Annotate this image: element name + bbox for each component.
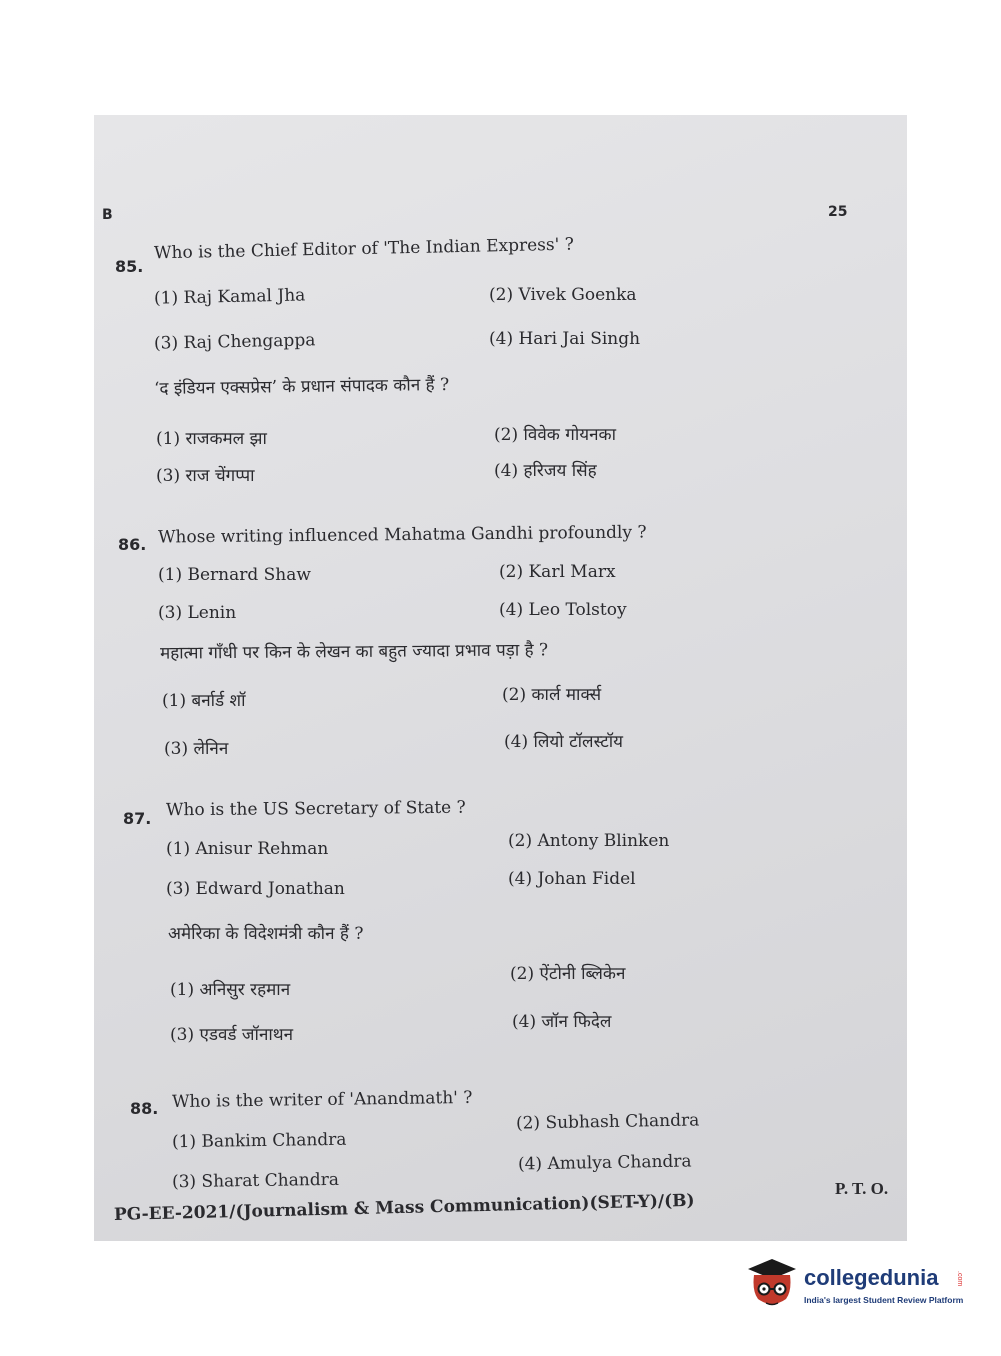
exam-page: [94, 115, 907, 1241]
option-1-hindi: (1) अनिसुर रहमान: [170, 980, 291, 1000]
option-2: (2) Vivek Goenka: [489, 285, 637, 305]
question-text-hindi: अमेरिका के विदेशमंत्री कौन हैं ?: [168, 924, 364, 944]
option-1: (1) Bernard Shaw: [158, 565, 311, 585]
option-2-hindi: (2) विवेक गोयनका: [494, 425, 616, 445]
question-text: Whose writing influenced Mahatma Gandhi profoundly ?: [157, 522, 647, 548]
option-4: (4) Johan Fidel: [508, 869, 636, 889]
option-1-hindi: (1) राजकमल झा: [156, 429, 267, 449]
option-3: (3) Lenin: [158, 603, 237, 623]
option-3: (3) Edward Jonathan: [166, 879, 345, 899]
question-text: Who is the Chief Editor of 'The Indian Express' ?: [153, 234, 575, 264]
question-text: Who is the US Secretary of State ?: [165, 797, 466, 821]
option-1: (1) Raj Kamal Jha: [153, 285, 306, 309]
option-3-hindi: (3) लेनिन: [164, 739, 229, 759]
option-2: (2) Antony Blinken: [508, 831, 670, 851]
option-1-hindi: (1) बर्नार्ड शॉ: [162, 691, 246, 711]
question-number: 87.: [123, 809, 152, 828]
option-1: (1) Anisur Rehman: [166, 839, 329, 859]
option-2: (2) Subhash Chandra: [515, 1110, 700, 1134]
option-4-hindi: (4) जॉन फिदेल: [512, 1012, 612, 1032]
graduate-mascot-icon: [742, 1253, 800, 1313]
question-number: 85.: [115, 257, 144, 276]
option-4: (4) Leo Tolstoy: [499, 600, 627, 620]
option-1: (1) Bankim Chandra: [171, 1129, 347, 1153]
option-3-hindi: (3) राज चेंगप्पा: [156, 466, 255, 486]
question-number: 86.: [118, 535, 147, 554]
option-2-hindi: (2) ऐंटोनी ब्लिकेन: [510, 964, 626, 984]
exam-code-footer: PG-EE-2021/(Journalism & Mass Communication)(SET-Y)/(B): [113, 1190, 695, 1225]
question-text-hindi: महात्मा गाँधी पर किन के लेखन का बहुत ज्यादा प्रभाव पड़ा है ?: [159, 640, 549, 664]
option-2-hindi: (2) कार्ल मार्क्स: [502, 685, 602, 705]
option-4-hindi: (4) लियो टॉलस्टॉय: [504, 732, 624, 752]
brand-com: .com: [956, 1271, 963, 1287]
option-3: (3) Sharat Chandra: [171, 1169, 340, 1193]
question-text: Who is the writer of 'Anandmath' ?: [171, 1087, 473, 1113]
question-number: 88.: [130, 1099, 159, 1118]
option-3: (3) Raj Chengappa: [153, 330, 316, 354]
pto-label: P. T. O.: [835, 1179, 889, 1198]
question-text-hindi: ‘द इंडियन एक्सप्रेस’ के प्रधान संपादक कौन हैं ?: [153, 374, 450, 400]
option-4: (4) Amulya Chandra: [517, 1151, 692, 1175]
brand-name: collegedunia: [804, 1265, 939, 1290]
option-4-hindi: (4) हरिजय सिंह: [494, 461, 597, 481]
option-2: (2) Karl Marx: [499, 562, 616, 582]
brand-tagline: India's largest Student Review Platform: [804, 1295, 964, 1305]
collegedunia-watermark: [742, 1253, 970, 1313]
set-letter: B: [102, 207, 113, 223]
page-number: 25: [828, 204, 848, 220]
option-3-hindi: (3) एडवर्ड जॉनाथन: [170, 1025, 294, 1045]
option-4: (4) Hari Jai Singh: [489, 329, 641, 349]
